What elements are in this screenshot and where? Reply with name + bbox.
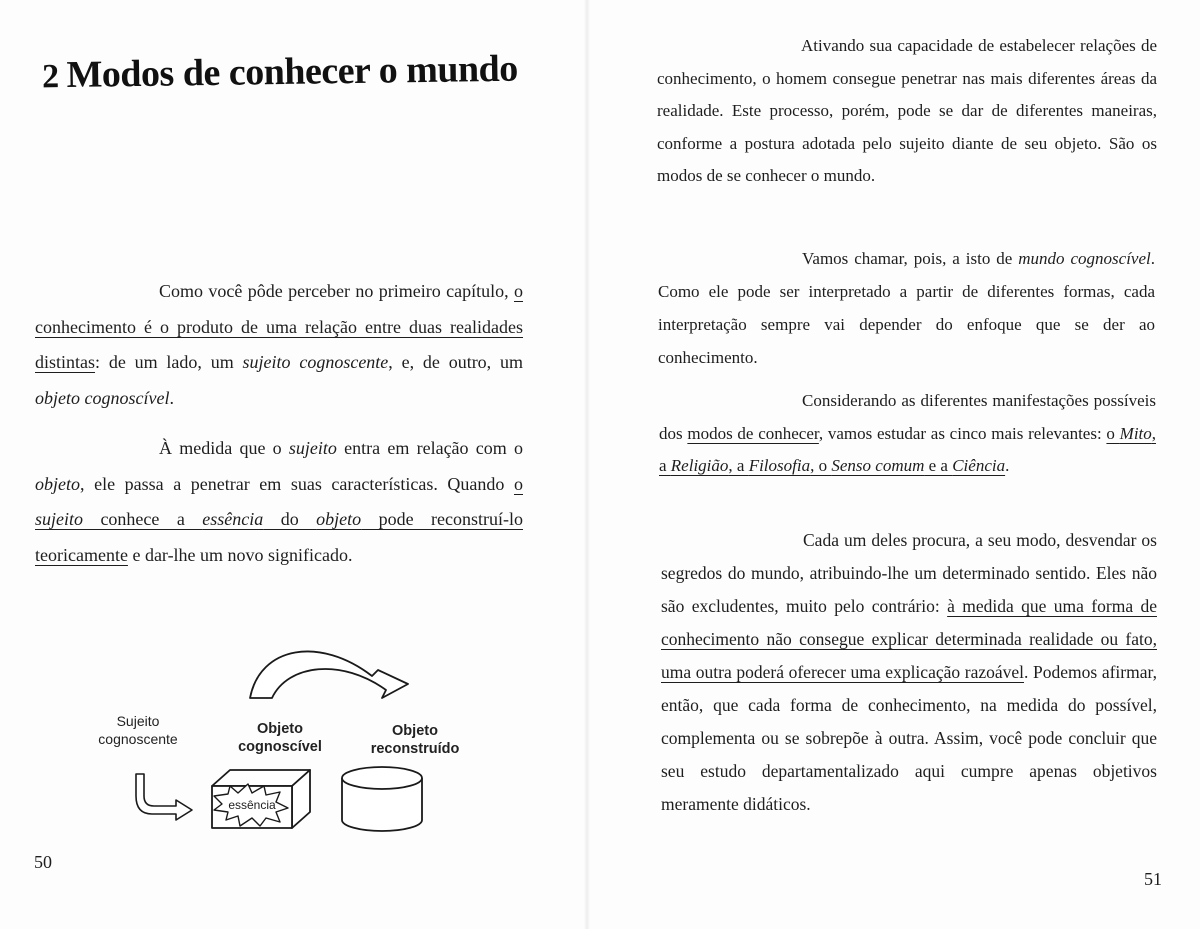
page-number-right: 51 (1144, 869, 1162, 889)
label-reconstructed-object: Objeto reconstruído (370, 723, 460, 757)
reconstructed-cylinder (342, 767, 422, 831)
page-number-left: 50 (34, 852, 52, 872)
italic-term: sujeito cognoscente (242, 352, 389, 372)
chapter-title (42, 47, 518, 98)
right-paragraph-4 (661, 524, 1157, 821)
underlined-text: modos de conhecer (687, 423, 819, 443)
chapter-number: 2 (41, 58, 59, 96)
text-run: Como você pôde perceber no primeiro capítulo, (159, 281, 514, 301)
text-run: pode reconstruí-lo teoricamente (35, 509, 523, 565)
text-run: , ele passa a penetrar em suas características. Quando (80, 473, 514, 494)
right-page (590, 0, 1200, 929)
text-run: . Como ele pode ser interpretado a partir de diferentes formas, cada interpretação sempre vai depender do enfoque que se der ao conhecimento. (658, 249, 1155, 367)
text-run: À medida que o (159, 438, 289, 458)
italic-term: sujeito (35, 509, 83, 529)
text-run: : de um lado, um (95, 352, 243, 372)
text-run: . (1005, 456, 1010, 475)
underlined-text: o conhecimento é o produto de uma relação entre duas realidades distintas (35, 281, 523, 372)
text-run: , vamos estudar as cinco mais relevantes: (818, 423, 1107, 443)
text-run: entra em relação com o (336, 438, 524, 458)
text-run: o (1106, 423, 1120, 443)
text-run: , a (728, 456, 749, 475)
text-run: e dar-lhe um novo significado. (127, 544, 353, 565)
italic-term: Religião (670, 456, 729, 475)
italic-term: Filosofia (748, 456, 811, 475)
label-object: Objeto cognoscível (238, 721, 322, 755)
text-run: . Podemos afirmar, então, que cada forma de conhecimento, na medida do possível, complementa ou se sobrepõe à outra. Assim, você pode concluir que seu estudo departamentalizado aqui cumpre apenas objetivos meramente didáticos. (661, 662, 1157, 814)
italic-term: sujeito (288, 438, 337, 458)
text-run: Vamos chamar, pois, a isto de (802, 249, 1019, 268)
underlined-text: à medida que uma forma de conhecimento não consegue explicar determinada realidade ou fato, uma outra poderá oferecer uma explicação razoável (661, 596, 1157, 682)
left-page (0, 0, 590, 929)
text-run: , o (810, 456, 832, 475)
right-paragraph-3 (659, 385, 1156, 483)
italic-term: Mito (1119, 423, 1152, 443)
italic-term: mundo cognoscível (1018, 249, 1151, 268)
text-run: Cada um deles procura, a seu modo, desvendar os segredos do mundo, atribuindo-lhe um determinado sentido. Eles não são excludentes, muito pelo contrário: (661, 530, 1157, 616)
label-essence: essência (228, 798, 276, 812)
italic-term: objeto cognoscível (35, 387, 170, 408)
italic-term: essência (202, 509, 264, 529)
chapter-title-text: Modos de conhecer o mundo (66, 47, 519, 96)
italic-term: objeto (35, 473, 80, 494)
label-subject: Sujeito cognoscente (98, 713, 178, 747)
left-paragraph-2 (35, 431, 523, 573)
italic-term: Senso comum (831, 456, 925, 475)
right-paragraph-2 (658, 242, 1155, 374)
curved-arrow (250, 651, 408, 698)
italic-term: objeto (316, 509, 362, 529)
left-paragraph-1 (35, 274, 523, 416)
text-run: , a (659, 423, 1157, 475)
bent-arrow (136, 774, 192, 820)
text-run: conhece a (83, 509, 203, 529)
knowledge-diagram (80, 636, 500, 846)
text-run: e a (924, 456, 953, 475)
text-run: o (514, 473, 523, 494)
italic-term: Ciência (952, 456, 1006, 475)
text-run: , e, de outro, um (388, 352, 523, 372)
text-run: . (169, 387, 174, 408)
right-paragraph-1: Ativando sua capacidade de estabelecer relações de conhecimento, o homem consegue penetrar nas mais diferentes áreas da realidade. Este processo, porém, pode se dar de diferentes maneiras, conforme a postura adotada pelo sujeito diante de seu objeto. São os modos de se conhecer o mundo. (657, 36, 1157, 185)
text-run: Considerando as diferentes manifestações possíveis dos (659, 391, 1156, 443)
text-run: do (263, 509, 317, 529)
